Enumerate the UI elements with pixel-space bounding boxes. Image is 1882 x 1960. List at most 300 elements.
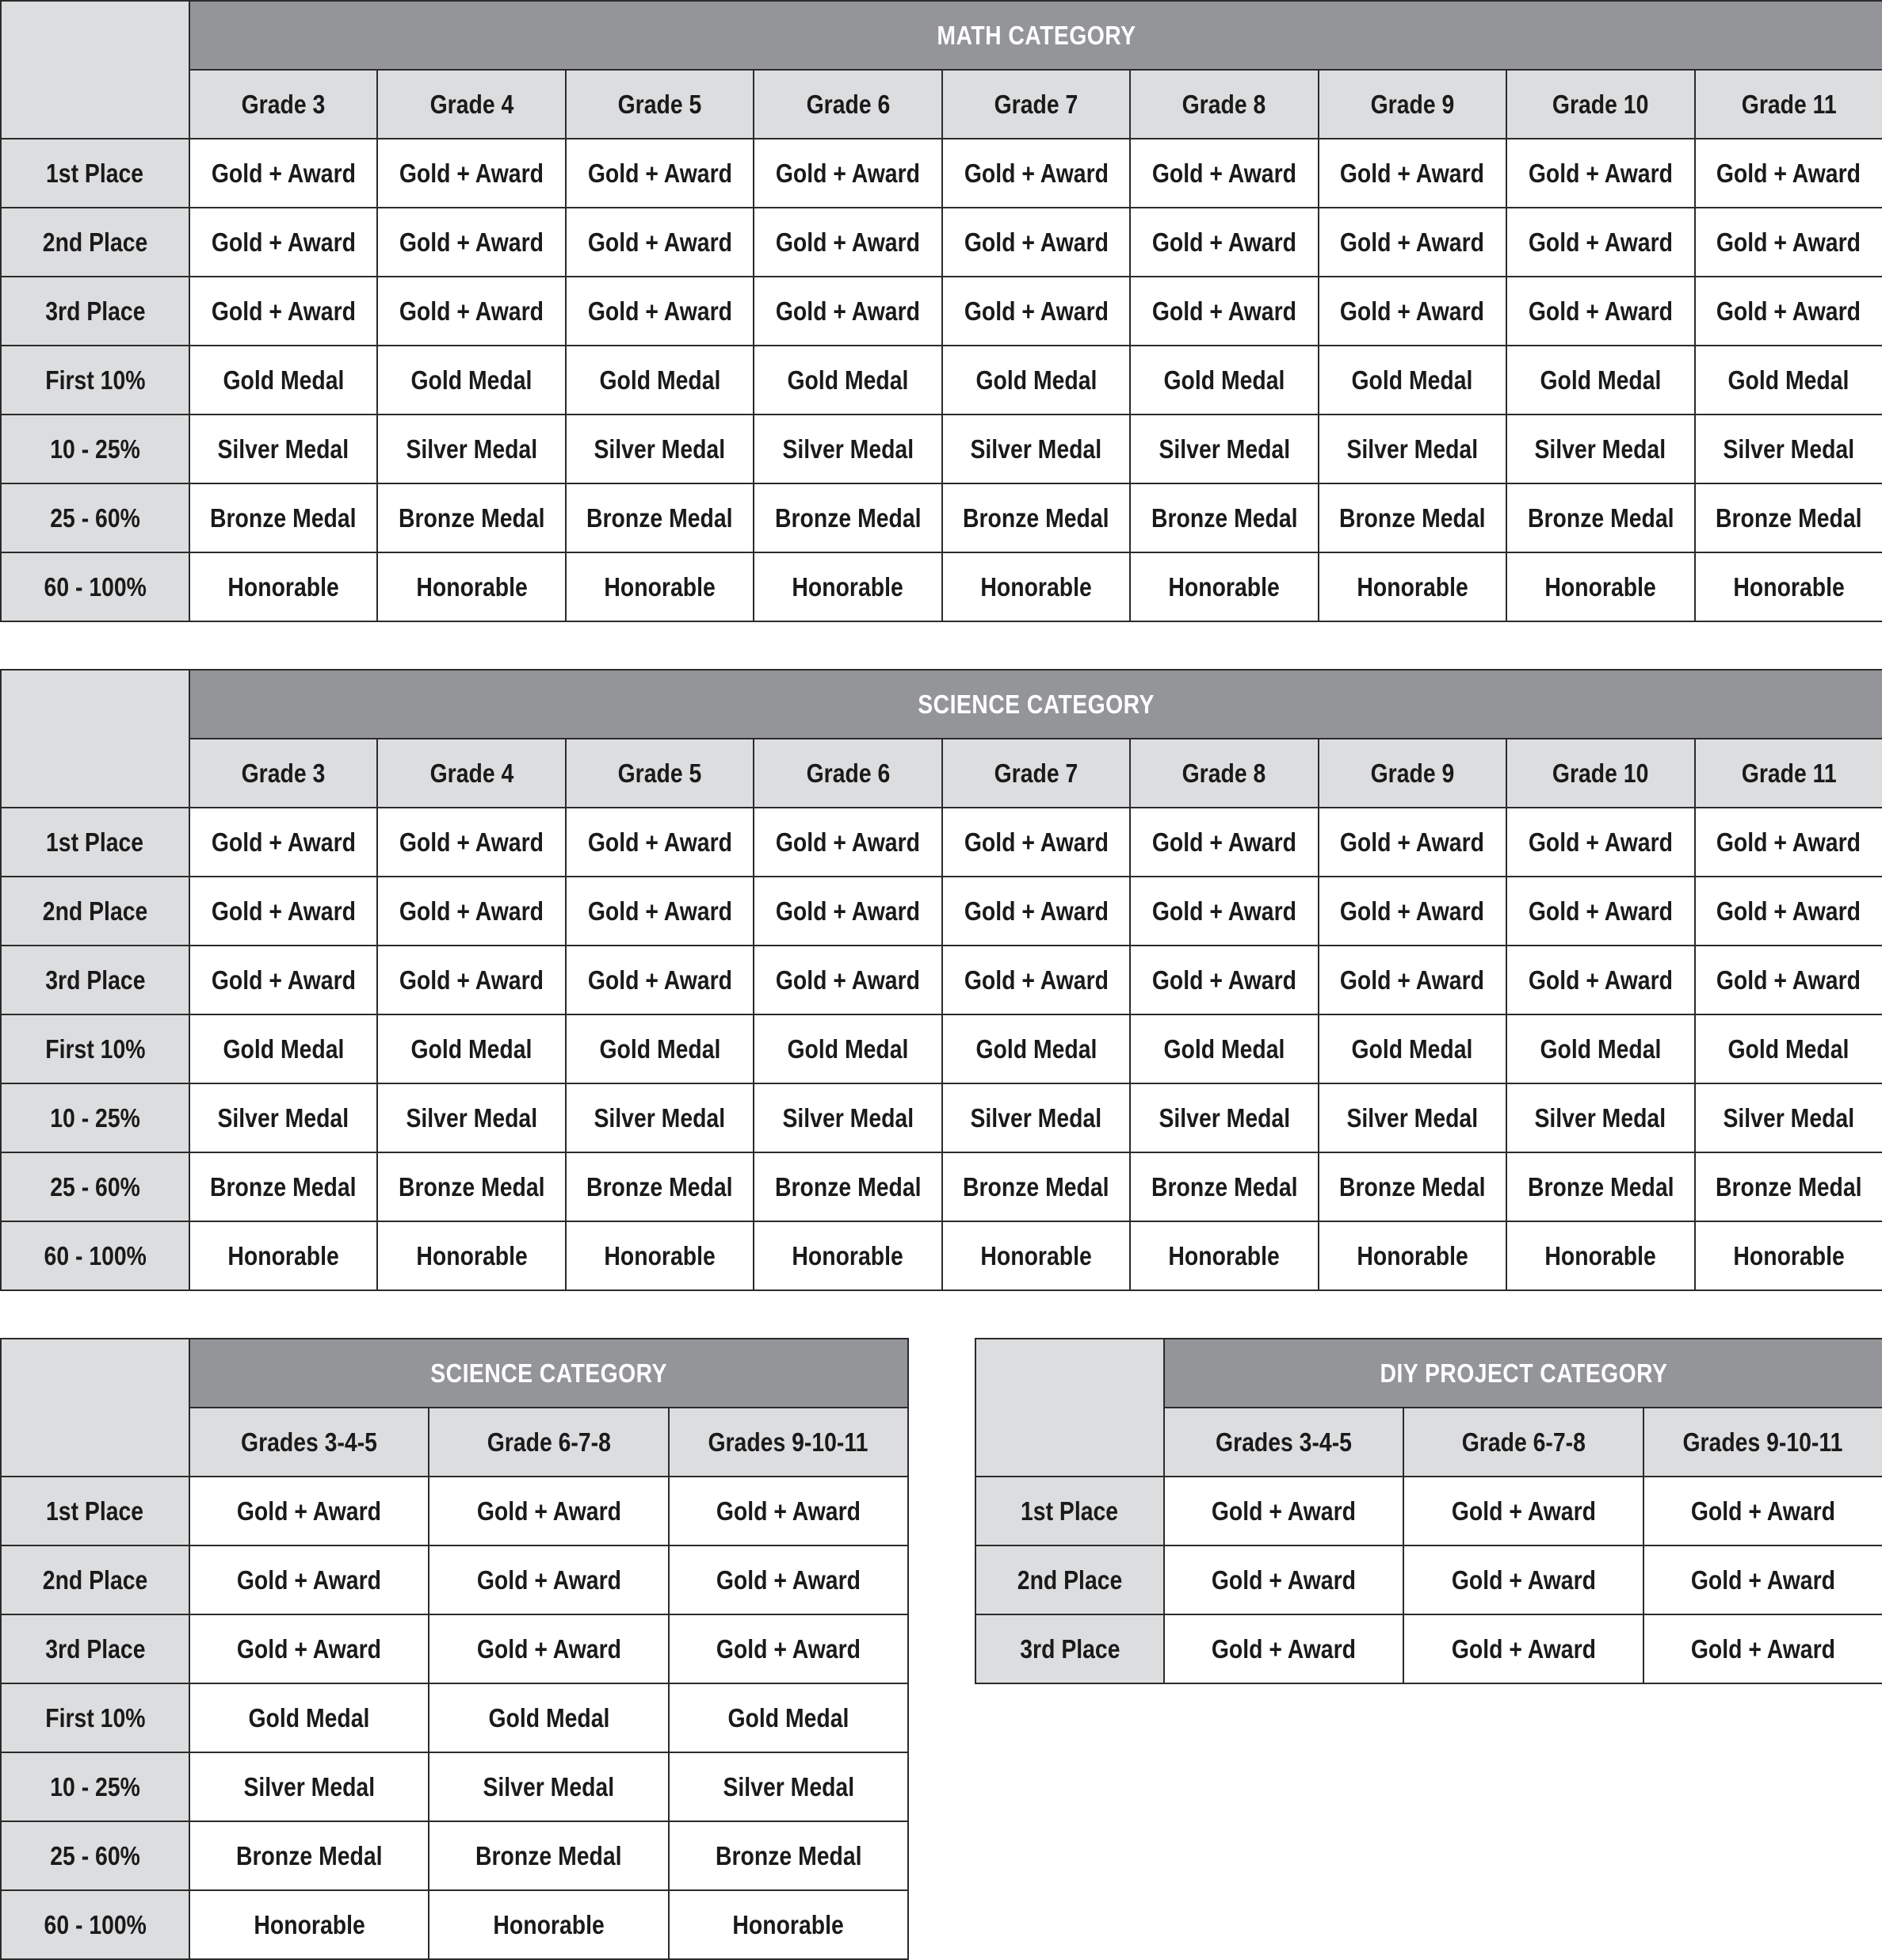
category-title bbox=[1164, 1339, 1882, 1408]
grade-header bbox=[189, 1408, 429, 1477]
award-cell bbox=[754, 1152, 941, 1221]
award-cell bbox=[566, 208, 754, 277]
award-cell-text: Honorable bbox=[228, 572, 339, 602]
award-cell bbox=[1319, 346, 1506, 415]
rank-label bbox=[1, 877, 189, 946]
rank-label bbox=[975, 1614, 1164, 1683]
award-cell-text: Gold + Award bbox=[1716, 159, 1861, 189]
award-cell-text: Silver Medal bbox=[406, 434, 537, 464]
award-cell bbox=[754, 483, 941, 552]
award-cell bbox=[1643, 1545, 1882, 1614]
grade-header-text: Grade 3 bbox=[242, 758, 326, 789]
corner-cell bbox=[975, 1339, 1164, 1477]
award-cell bbox=[189, 1014, 377, 1083]
award-cell bbox=[377, 946, 565, 1014]
award-cell bbox=[1319, 1152, 1506, 1221]
award-cell bbox=[754, 877, 941, 946]
grade-header-text: Grade 11 bbox=[1741, 758, 1836, 789]
award-cell-text: Silver Medal bbox=[782, 434, 914, 464]
award-cell-text: Honorable bbox=[228, 1241, 339, 1271]
award-cell bbox=[189, 1752, 429, 1821]
award-cell-text: Silver Medal bbox=[782, 1103, 914, 1133]
award-cell-text: Silver Medal bbox=[971, 434, 1102, 464]
rank-label-text: 2nd Place bbox=[43, 896, 148, 927]
award-cell bbox=[377, 1152, 565, 1221]
award-cell bbox=[669, 1683, 908, 1752]
award-cell bbox=[1695, 1221, 1882, 1290]
table-row bbox=[1, 1545, 908, 1614]
award-cell bbox=[1319, 139, 1506, 208]
rank-label bbox=[1, 415, 189, 483]
award-cell-text: Gold Medal bbox=[1163, 365, 1285, 395]
grade-header bbox=[1403, 1408, 1643, 1477]
award-cell-text: Silver Medal bbox=[218, 1103, 349, 1133]
award-cell-text: Gold + Award bbox=[1212, 1634, 1356, 1664]
award-cell-text: Bronze Medal bbox=[775, 503, 922, 533]
award-cell bbox=[1643, 1477, 1882, 1545]
grade-header-row bbox=[1, 739, 1882, 808]
award-cell-text: Gold + Award bbox=[716, 1634, 861, 1664]
award-cell bbox=[189, 1221, 377, 1290]
award-cell-text: Honorable bbox=[1733, 572, 1844, 602]
award-cell-text: Bronze Medal bbox=[775, 1172, 922, 1202]
table-row bbox=[975, 1477, 1882, 1545]
award-cell-text: Silver Medal bbox=[723, 1772, 854, 1802]
award-cell bbox=[377, 415, 565, 483]
award-cell-text: Bronze Medal bbox=[1339, 503, 1486, 533]
award-cell-text: Silver Medal bbox=[1535, 1103, 1666, 1133]
award-cell bbox=[1506, 1014, 1694, 1083]
table-row bbox=[1, 946, 1882, 1014]
award-cell bbox=[1506, 808, 1694, 877]
award-cell-text: Gold + Award bbox=[1152, 827, 1296, 858]
award-cell-text: Honorable bbox=[416, 572, 527, 602]
award-cell bbox=[1506, 346, 1694, 415]
award-cell-text: Gold + Award bbox=[1716, 965, 1861, 995]
award-cell bbox=[1319, 1221, 1506, 1290]
award-cell-text: Silver Medal bbox=[1723, 434, 1854, 464]
award-cell bbox=[1319, 1014, 1506, 1083]
corner-cell bbox=[1, 1, 189, 139]
award-cell-text: Gold + Award bbox=[716, 1496, 861, 1526]
corner-cell bbox=[1, 1339, 189, 1477]
award-cell-text: Honorable bbox=[1169, 572, 1280, 602]
award-cell-text: Gold + Award bbox=[588, 296, 732, 327]
award-cell bbox=[189, 483, 377, 552]
grade-header-text: Grade 4 bbox=[429, 90, 513, 120]
award-cell-text: Gold + Award bbox=[776, 159, 920, 189]
award-cell-text: Bronze Medal bbox=[963, 1172, 1109, 1202]
category-title-text: SCIENCE CATEGORY bbox=[430, 1358, 667, 1389]
award-cell bbox=[1403, 1614, 1643, 1683]
award-cell bbox=[942, 1014, 1130, 1083]
award-cell bbox=[1695, 1014, 1882, 1083]
award-cell-text: Silver Medal bbox=[971, 1103, 1102, 1133]
award-cell bbox=[1506, 1221, 1694, 1290]
award-cell bbox=[189, 415, 377, 483]
award-cell bbox=[189, 1545, 429, 1614]
award-cell-text: Gold + Award bbox=[212, 827, 356, 858]
award-cell-text: Gold + Award bbox=[776, 896, 920, 927]
category-title bbox=[189, 1339, 908, 1408]
award-cell-text: Silver Medal bbox=[1347, 434, 1479, 464]
rank-label-text: 60 - 100% bbox=[44, 1910, 146, 1940]
award-cell-text: Silver Medal bbox=[1723, 1103, 1854, 1133]
award-cell bbox=[754, 415, 941, 483]
table-row bbox=[1, 1014, 1882, 1083]
award-cell bbox=[189, 277, 377, 346]
rank-label-text: 2nd Place bbox=[43, 1565, 148, 1595]
award-cell bbox=[1319, 877, 1506, 946]
award-cell bbox=[429, 1477, 668, 1545]
award-cell bbox=[1695, 346, 1882, 415]
rank-label-text: First 10% bbox=[45, 365, 145, 395]
award-cell-text: Bronze Medal bbox=[1528, 503, 1674, 533]
award-cell bbox=[189, 139, 377, 208]
award-cell-text: Gold + Award bbox=[1340, 896, 1484, 927]
grade-header-text: Grade 7 bbox=[994, 90, 1078, 120]
award-cell bbox=[377, 208, 565, 277]
award-cell-text: Bronze Medal bbox=[399, 1172, 545, 1202]
grade-header-text: Grade 4 bbox=[429, 758, 513, 789]
rank-label-text: 1st Place bbox=[1021, 1496, 1118, 1526]
award-cell-text: Silver Medal bbox=[243, 1772, 375, 1802]
award-cell-text: Gold + Award bbox=[1716, 896, 1861, 927]
award-cell bbox=[942, 346, 1130, 415]
grade-header bbox=[377, 70, 565, 139]
award-cell bbox=[377, 346, 565, 415]
rank-label bbox=[1, 1477, 189, 1545]
award-cell-text: Honorable bbox=[792, 1241, 903, 1271]
award-cell-text: Gold Medal bbox=[1352, 1034, 1473, 1064]
award-cell bbox=[1130, 1221, 1318, 1290]
award-cell bbox=[1643, 1614, 1882, 1683]
award-cell-text: Honorable bbox=[1733, 1241, 1844, 1271]
category-title-text: SCIENCE CATEGORY bbox=[918, 690, 1155, 720]
rank-label bbox=[975, 1545, 1164, 1614]
award-cell-text: Gold + Award bbox=[1529, 227, 1673, 258]
grade-header bbox=[1130, 739, 1318, 808]
grade-header-text: Grade 7 bbox=[994, 758, 1078, 789]
award-cell bbox=[754, 808, 941, 877]
award-cell-text: Gold Medal bbox=[1540, 1034, 1661, 1064]
award-cell bbox=[942, 946, 1130, 1014]
award-cell bbox=[1506, 483, 1694, 552]
award-cell bbox=[189, 1614, 429, 1683]
award-cell-text: Gold + Award bbox=[716, 1565, 861, 1595]
award-cell-text: Bronze Medal bbox=[586, 503, 733, 533]
award-cell-text: Honorable bbox=[792, 572, 903, 602]
grade-header-text: Grade 11 bbox=[1741, 90, 1836, 120]
award-cell bbox=[754, 139, 941, 208]
award-cell-text: Gold + Award bbox=[1340, 827, 1484, 858]
grade-header bbox=[1164, 1408, 1403, 1477]
award-cell bbox=[1130, 808, 1318, 877]
table-row bbox=[1, 1614, 908, 1683]
award-cell-text: Gold + Award bbox=[399, 827, 544, 858]
grade-header-text: Grades 3-4-5 bbox=[1216, 1427, 1352, 1458]
category-title bbox=[189, 670, 1882, 739]
award-cell bbox=[1695, 808, 1882, 877]
award-cell bbox=[1506, 208, 1694, 277]
award-cell-text: Silver Medal bbox=[594, 1103, 726, 1133]
award-cell-text: Gold Medal bbox=[727, 1703, 849, 1733]
award-cell-text: Gold + Award bbox=[1212, 1565, 1356, 1595]
award-cell bbox=[1506, 552, 1694, 621]
award-cell-text: Silver Medal bbox=[406, 1103, 537, 1133]
grade-header bbox=[377, 739, 565, 808]
award-cell bbox=[566, 808, 754, 877]
award-cell bbox=[1506, 277, 1694, 346]
award-cell-text: Gold + Award bbox=[399, 159, 544, 189]
grade-header-text: Grade 8 bbox=[1182, 90, 1266, 120]
science-category-table-by-grade bbox=[0, 669, 1882, 1291]
award-cell-text: Gold + Award bbox=[399, 227, 544, 258]
rank-label bbox=[1, 1221, 189, 1290]
grade-header-text: Grade 6 bbox=[806, 758, 890, 789]
award-cell-text: Gold + Award bbox=[1529, 965, 1673, 995]
award-cell-text: Gold + Award bbox=[1529, 827, 1673, 858]
award-cell-text: Gold + Award bbox=[776, 296, 920, 327]
award-cell bbox=[429, 1752, 668, 1821]
award-cell bbox=[754, 346, 941, 415]
award-cell bbox=[942, 1083, 1130, 1152]
award-cell bbox=[1130, 208, 1318, 277]
award-cell-text: Gold + Award bbox=[1451, 1565, 1595, 1595]
award-cell-text: Honorable bbox=[1545, 1241, 1656, 1271]
award-cell bbox=[377, 1221, 565, 1290]
award-cell bbox=[754, 552, 941, 621]
award-cell-text: Gold + Award bbox=[1152, 896, 1296, 927]
award-cell bbox=[1319, 415, 1506, 483]
award-cell-text: Gold Medal bbox=[788, 365, 909, 395]
rank-label bbox=[1, 1821, 189, 1890]
rank-label-text: 2nd Place bbox=[1017, 1565, 1123, 1595]
award-cell bbox=[1319, 946, 1506, 1014]
award-cell-text: Silver Medal bbox=[1535, 434, 1666, 464]
award-cell-text: Gold Medal bbox=[411, 1034, 533, 1064]
award-cell bbox=[377, 1083, 565, 1152]
award-cell-text: Gold + Award bbox=[1451, 1496, 1595, 1526]
table-row bbox=[1, 346, 1882, 415]
award-cell bbox=[1164, 1614, 1403, 1683]
award-cell-text: Bronze Medal bbox=[210, 503, 357, 533]
rank-label bbox=[1, 1683, 189, 1752]
diy-project-category-table bbox=[975, 1338, 1882, 1684]
award-cell bbox=[942, 877, 1130, 946]
grade-header-text: Grades 3-4-5 bbox=[241, 1427, 377, 1458]
award-cell bbox=[669, 1614, 908, 1683]
award-cell bbox=[942, 1152, 1130, 1221]
award-cell bbox=[429, 1890, 668, 1959]
award-cell-text: Gold + Award bbox=[476, 1634, 620, 1664]
award-cell-text: Gold + Award bbox=[1340, 227, 1484, 258]
rank-label bbox=[1, 1752, 189, 1821]
award-cell bbox=[189, 946, 377, 1014]
award-cell-text: Gold + Award bbox=[964, 296, 1108, 327]
award-cell bbox=[1506, 139, 1694, 208]
rank-label bbox=[1, 277, 189, 346]
rank-label bbox=[1, 808, 189, 877]
table-row bbox=[1, 1221, 1882, 1290]
table-row bbox=[1, 552, 1882, 621]
corner-cell bbox=[1, 670, 189, 808]
award-cell bbox=[1130, 346, 1318, 415]
grade-header bbox=[1319, 70, 1506, 139]
rank-label-text: 3rd Place bbox=[45, 296, 145, 327]
award-cell-text: Silver Medal bbox=[218, 434, 349, 464]
award-cell-text: Bronze Medal bbox=[1151, 503, 1298, 533]
grade-header bbox=[942, 739, 1130, 808]
award-cell-text: Gold + Award bbox=[588, 227, 732, 258]
table-row bbox=[1, 1152, 1882, 1221]
category-title-text: DIY PROJECT CATEGORY bbox=[1380, 1358, 1667, 1389]
award-cell bbox=[377, 139, 565, 208]
award-cell-text: Gold + Award bbox=[1691, 1565, 1835, 1595]
award-cell bbox=[754, 946, 941, 1014]
award-cell-text: Gold + Award bbox=[1340, 296, 1484, 327]
award-cell bbox=[429, 1614, 668, 1683]
grade-header bbox=[1130, 70, 1318, 139]
rank-label bbox=[975, 1477, 1164, 1545]
award-cell bbox=[377, 483, 565, 552]
award-cell bbox=[942, 552, 1130, 621]
grade-header bbox=[754, 739, 941, 808]
grade-header bbox=[566, 739, 754, 808]
award-cell-text: Bronze Medal bbox=[586, 1172, 733, 1202]
award-cell bbox=[189, 1683, 429, 1752]
award-cell-text: Bronze Medal bbox=[1151, 1172, 1298, 1202]
award-cell-text: Gold + Award bbox=[776, 827, 920, 858]
award-cell bbox=[566, 1152, 754, 1221]
award-cell-text: Bronze Medal bbox=[963, 503, 1109, 533]
award-cell-text: Gold + Award bbox=[212, 896, 356, 927]
award-cell bbox=[942, 1221, 1130, 1290]
rank-label-text: 10 - 25% bbox=[50, 434, 140, 464]
award-cell bbox=[566, 1083, 754, 1152]
award-cell-text: Honorable bbox=[604, 572, 715, 602]
grade-header-text: Grade 9 bbox=[1370, 90, 1454, 120]
award-cell bbox=[1506, 946, 1694, 1014]
award-cell-text: Gold Medal bbox=[411, 365, 533, 395]
grade-header bbox=[1643, 1408, 1882, 1477]
rank-label-text: First 10% bbox=[45, 1703, 145, 1733]
award-cell-text: Gold + Award bbox=[237, 1496, 381, 1526]
award-cell-text: Gold Medal bbox=[1540, 365, 1661, 395]
award-cell bbox=[1695, 552, 1882, 621]
award-cell-text: Gold Medal bbox=[223, 365, 344, 395]
rank-label bbox=[1, 1152, 189, 1221]
award-cell-text: Bronze Medal bbox=[475, 1841, 622, 1871]
award-cell-text: Gold + Award bbox=[237, 1565, 381, 1595]
award-cell bbox=[377, 808, 565, 877]
award-cell bbox=[377, 277, 565, 346]
award-cell-text: Gold + Award bbox=[1152, 227, 1296, 258]
math-category-table bbox=[0, 0, 1882, 622]
category-title bbox=[189, 1, 1882, 70]
award-cell-text: Gold + Award bbox=[1529, 159, 1673, 189]
award-cell bbox=[942, 808, 1130, 877]
category-header-row bbox=[1, 670, 1882, 739]
award-cell-text: Bronze Medal bbox=[1339, 1172, 1486, 1202]
award-cell bbox=[189, 1152, 377, 1221]
award-cell-text: Gold Medal bbox=[599, 365, 720, 395]
award-cell-text: Gold Medal bbox=[975, 365, 1097, 395]
rank-label-text: 1st Place bbox=[46, 1496, 143, 1526]
award-cell-text: Gold Medal bbox=[223, 1034, 344, 1064]
award-cell-text: Honorable bbox=[254, 1910, 365, 1940]
award-cell-text: Gold + Award bbox=[964, 896, 1108, 927]
grade-header bbox=[189, 70, 377, 139]
award-cell-text: Gold + Award bbox=[212, 296, 356, 327]
rank-label-text: 1st Place bbox=[46, 827, 143, 858]
award-cell bbox=[754, 1014, 941, 1083]
award-cell bbox=[566, 277, 754, 346]
award-cell-text: Gold Medal bbox=[1728, 1034, 1850, 1064]
grade-header bbox=[1506, 70, 1694, 139]
award-cell-text: Silver Medal bbox=[1159, 434, 1290, 464]
award-cell bbox=[669, 1545, 908, 1614]
grade-header-text: Grade 10 bbox=[1552, 758, 1648, 789]
award-cell bbox=[1130, 1083, 1318, 1152]
category-header-row bbox=[1, 1339, 908, 1408]
table-row bbox=[1, 1821, 908, 1890]
grade-header bbox=[566, 70, 754, 139]
award-cell-text: Honorable bbox=[980, 572, 1091, 602]
award-cell bbox=[189, 877, 377, 946]
award-cell-text: Bronze Medal bbox=[236, 1841, 383, 1871]
award-cell-text: Gold Medal bbox=[249, 1703, 370, 1733]
award-cell bbox=[669, 1821, 908, 1890]
table-row bbox=[1, 1752, 908, 1821]
award-cell bbox=[1695, 139, 1882, 208]
award-cell bbox=[1695, 1152, 1882, 1221]
award-cell bbox=[1695, 208, 1882, 277]
award-cell-text: Honorable bbox=[1545, 572, 1656, 602]
award-cell-text: Bronze Medal bbox=[1528, 1172, 1674, 1202]
award-cell bbox=[1695, 277, 1882, 346]
award-cell bbox=[1319, 808, 1506, 877]
rank-label-text: 3rd Place bbox=[1020, 1634, 1120, 1664]
table-row bbox=[1, 1890, 908, 1959]
award-cell-text: Gold + Award bbox=[212, 159, 356, 189]
award-cell-text: Bronze Medal bbox=[399, 503, 545, 533]
table-row bbox=[1, 483, 1882, 552]
award-cell bbox=[942, 139, 1130, 208]
award-cell bbox=[754, 1083, 941, 1152]
award-cell bbox=[1403, 1477, 1643, 1545]
award-cell bbox=[1164, 1545, 1403, 1614]
award-cell bbox=[1319, 1083, 1506, 1152]
rank-label bbox=[1, 346, 189, 415]
award-cell-text: Honorable bbox=[493, 1910, 604, 1940]
rank-label-text: 60 - 100% bbox=[44, 1241, 146, 1271]
rank-label bbox=[1, 1614, 189, 1683]
award-cell bbox=[189, 1821, 429, 1890]
category-header-row bbox=[975, 1339, 1882, 1408]
award-cell-text: Gold Medal bbox=[488, 1703, 609, 1733]
award-cell bbox=[1506, 1152, 1694, 1221]
grade-header-row bbox=[1, 70, 1882, 139]
award-cell-text: Silver Medal bbox=[483, 1772, 615, 1802]
award-cell-text: Gold Medal bbox=[975, 1034, 1097, 1064]
award-cell bbox=[1695, 946, 1882, 1014]
award-cell bbox=[1319, 552, 1506, 621]
award-cell-text: Silver Medal bbox=[1347, 1103, 1479, 1133]
award-cell bbox=[1506, 877, 1694, 946]
award-cell bbox=[377, 877, 565, 946]
table-row bbox=[975, 1545, 1882, 1614]
